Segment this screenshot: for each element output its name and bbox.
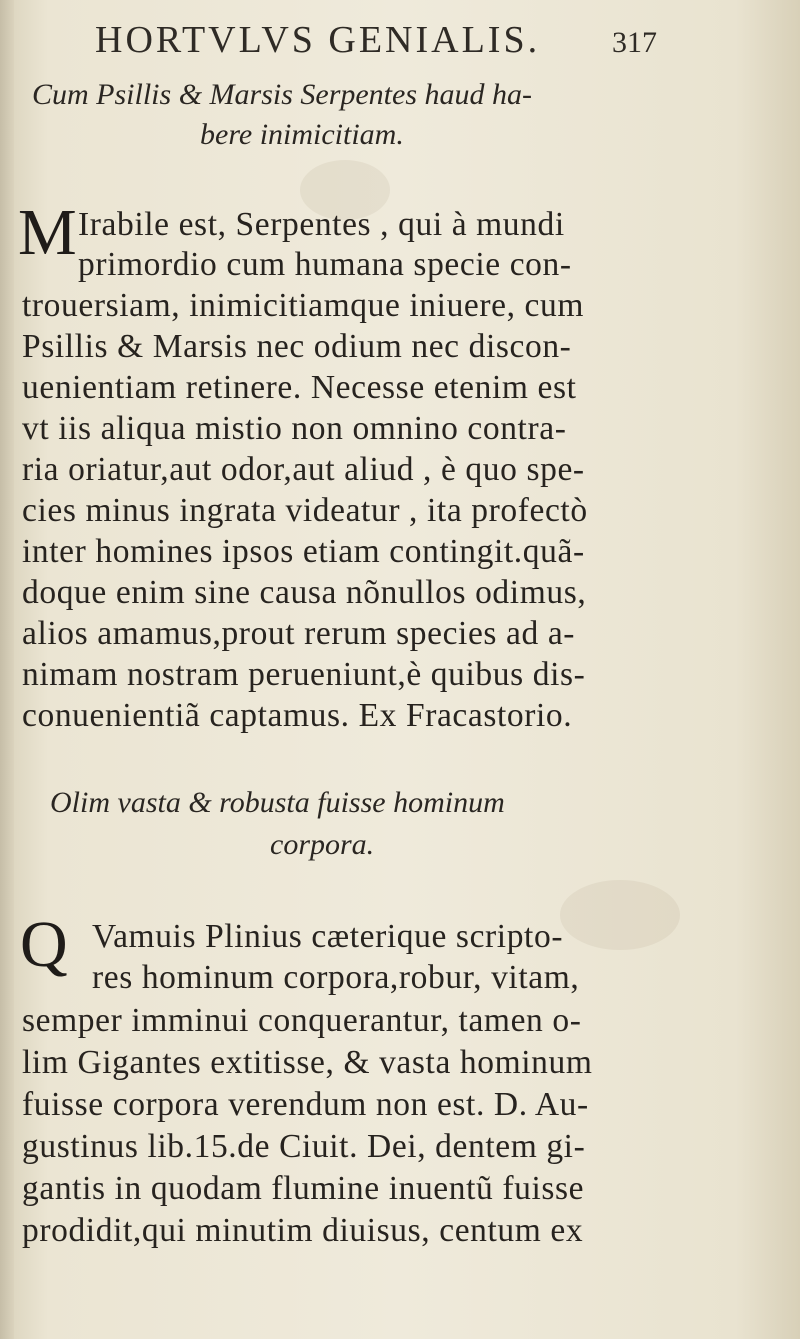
paragraph-line: uenientiam retinere. Necesse etenim est — [22, 369, 577, 406]
paragraph-line: gantis in quodam flumine inuentũ fuisse — [22, 1170, 585, 1207]
section-title-line: Olim vasta & robusta fuisse hominum — [50, 786, 505, 819]
section-title-line: Cum Psillis & Marsis Serpentes haud ha- — [32, 78, 532, 111]
drop-cap: M — [18, 196, 77, 269]
paragraph-line: inter homines ipsos etiam contingit.quã- — [22, 533, 585, 570]
paragraph-line: vt iis aliqua mistio non omnino contra- — [22, 410, 567, 447]
paper-stain — [560, 880, 680, 950]
page-header — [0, 14, 800, 74]
section-title-line: bere inimicitiam. — [200, 118, 404, 151]
page-number: 317 — [612, 26, 657, 59]
paragraph-line: doque enim sine causa nõnullos odimus, — [22, 574, 587, 611]
paragraph-line: cies minus ingrata videatur , ita profectò — [22, 492, 588, 529]
paragraph-line: res hominum corpora,robur, vitam, — [92, 959, 580, 996]
paragraph-line: Vamuis Plinius cæterique scripto- — [92, 918, 564, 955]
paragraph-line: alios amamus,prout rerum species ad a- — [22, 615, 576, 652]
paragraph-line: conuenientiã captamus. Ex Fracastorio. — [22, 697, 573, 734]
paragraph-line: ria oriatur,aut odor,aut aliud , è quo spe- — [22, 451, 585, 488]
paragraph-line: lim Gigantes extitisse, & vasta hominum — [22, 1044, 593, 1081]
paragraph-line: prodidit,qui minutim diuisus, centum ex — [22, 1212, 584, 1249]
paragraph-line: trouersiam, inimicitiamque iniuere, cum — [22, 287, 585, 324]
paragraph-line: gustinus lib.15.de Ciuit. Dei, dentem gi- — [22, 1128, 586, 1165]
paragraph-line: Irabile est, Serpentes , qui à mundi — [78, 206, 565, 243]
paragraph-line: semper imminui conquerantur, tamen o- — [22, 1002, 582, 1039]
drop-cap: Q — [20, 908, 68, 981]
paragraph-line: nimam nostram perueniunt,è quibus dis- — [22, 656, 586, 693]
paragraph-line: Psillis & Marsis nec odium nec discon- — [22, 328, 572, 365]
page-gutter-shadow — [0, 0, 14, 1339]
paragraph-line: fuisse corpora verendum non est. D. Au- — [22, 1086, 589, 1123]
running-head: HORTVLVS GENIALIS. — [95, 19, 541, 61]
section-title-line: corpora. — [270, 828, 375, 861]
paragraph-line: primordio cum humana specie con- — [78, 246, 572, 283]
